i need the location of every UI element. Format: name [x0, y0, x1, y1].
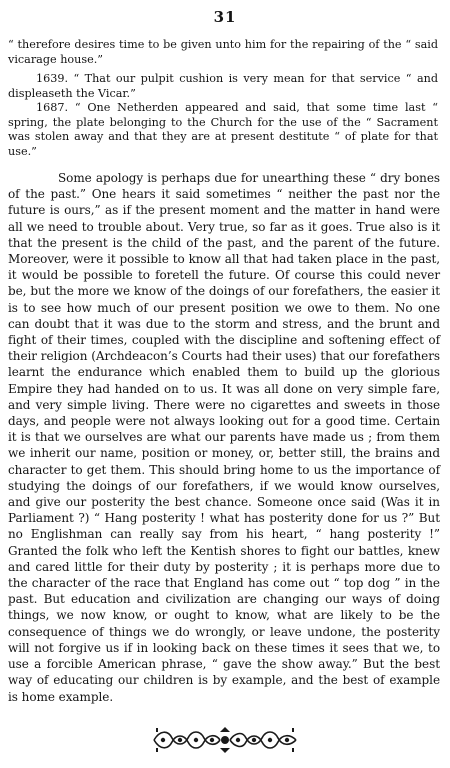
body-paragraph: Some apology is perhaps due for unearthing these “ dry bones of the past.” One hears it said sometimes “ neither the past nor the future is ours,” as if the present moment and the matter in hand were all we need to trouble about. Very true, so far as it goes. True also is it that the present is the child of the past, and the parent of the future. Moreover, were it possible to know all that had taken place in the past, it would be possible to foretell the future. Of course this could never be, but the more we know of the doings of our forefathers, the easier it is to see how much of our present position we owe to them. No one can doubt that it was due to the storm and stress, and the brunt and fight of their times, coupled with the discipline and softening effect of their religion (Archdeacon’s Courts had their uses) that our forefathers learnt the endurance which enabled them to build up the glorious Empire they had handed on to us. It was all done on very simple fare, and very simple living. There were no cigarettes and sweets in those days, and people were not always looking out for a good time. Certain it is that we ourselves are what our parents have made us ; from them we inherit our name, position or money, or, better still, the brains and character to get them. This should bring home to us the importance of studying the doings of our forefathers, if we would know ourselves, and give our posterity the best chance. Someone once said (Was it in Parliament ?) “ Hang posterity ! what has posterity done for us ?” But no Englishman can really say from his heart, “ hang posterity !” Granted the folk who left the Kentish shores to fight our battles, knew and cared little for their duty by posterity ; it is perhaps more due to the character of the race that England has come out “ top dog ” in the past. But education and civilization are changing our ways of doing things, we now know, or ought to know, what are likely to be the consequence of things we do wrongly, or leave undone, the posterity will not forgive us if in looking back on these times it sees that we, to use a forcible American phrase, “ gave the show away.” But the best way of educating our children is by example, and the best of example is home example. — [8, 171, 440, 704]
quote-text: 1639. “ That our pulpit cushion is very mean for that service “ and displeaseth the Vicar.” — [8, 72, 438, 100]
printers-ornament-icon — [150, 726, 300, 754]
quote-vicarage — [8, 38, 438, 67]
quote-text: “ therefore desires time to be given unto him for the repairing of the “ said vicarage house.” — [8, 38, 438, 66]
quote-1687 — [8, 101, 438, 159]
quote-1639 — [8, 72, 438, 101]
page-number: 31 — [213, 8, 237, 26]
quote-text: 1687. “ One Netherden appeared and said, that some time last “ spring, the plate belonging to the Church for the use of the “ Sacrament was stolen away and that they are at present destitute “ of plate for that use.” — [8, 101, 438, 158]
